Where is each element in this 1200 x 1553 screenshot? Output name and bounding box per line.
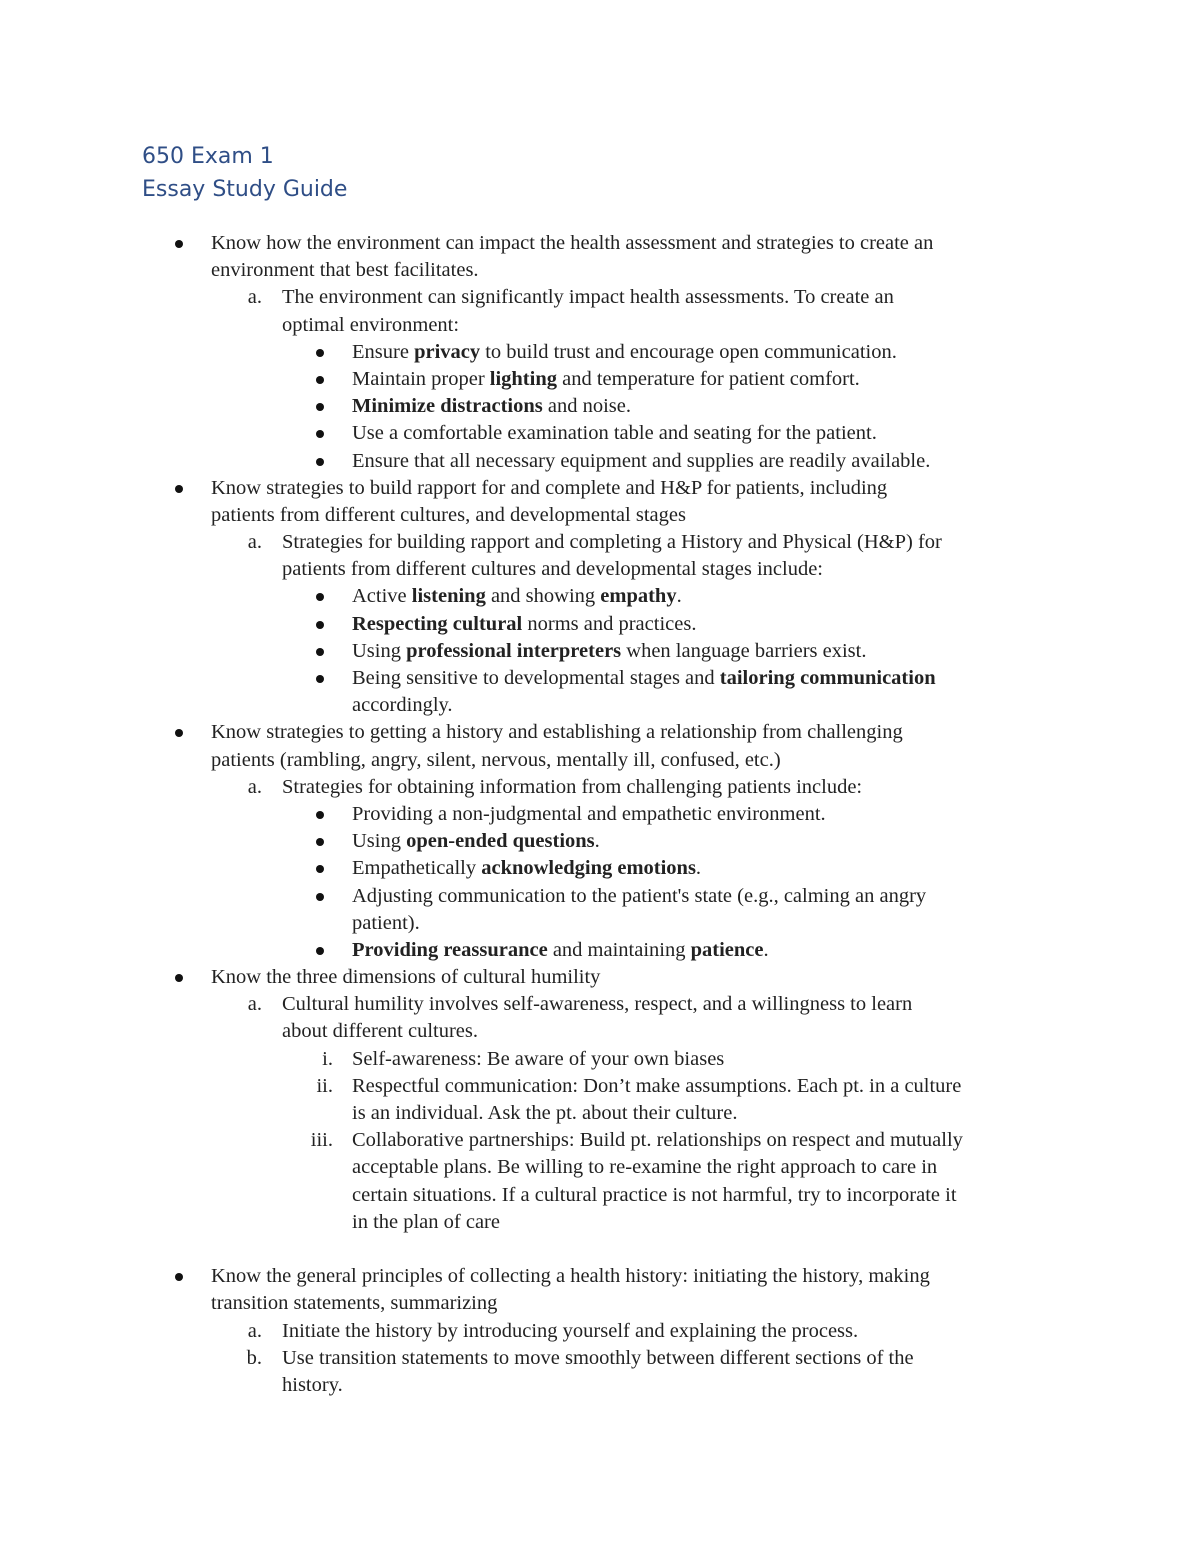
answer-text: Strategies for obtaining information from challenging patients include:: [282, 775, 863, 798]
sub-bullet-row: [0, 366, 1200, 393]
answer-row-continued: [0, 1372, 1200, 1399]
list-marker: b.: [246, 1346, 262, 1369]
sub-bullet-row: [0, 937, 1200, 964]
bullet-dot-icon: [316, 648, 324, 656]
topic-text: environment that best facilitates.: [211, 259, 479, 282]
topic-row-continued: [0, 1290, 1200, 1317]
sub-bullet-text: Respecting cultural norms and practices.: [352, 612, 697, 635]
list-marker: a.: [247, 993, 262, 1016]
sub-bullet-text: Providing reassurance and maintaining patience.: [352, 938, 769, 961]
bullet-dot-icon: [316, 376, 324, 384]
topic-text: Know strategies to build rapport for and complete and H&P for patients, including: [211, 476, 888, 499]
sub-bullet-row: [0, 801, 1200, 828]
topic-text: Know how the environment can impact the health assessment and strategies to create an: [211, 232, 934, 254]
roman-item-text: Collaborative partnerships: Build pt. relationships on respect and mutually: [352, 1129, 963, 1152]
topic-row-continued: [0, 502, 1200, 529]
study-guide-list: [0, 230, 1200, 1399]
roman-item-row-continued: [0, 1154, 1200, 1181]
sub-bullet-row: [0, 339, 1200, 366]
answer-text: Initiate the history by introducing yourself and explaining the process.: [282, 1319, 859, 1342]
answer-row-continued: [0, 1018, 1200, 1045]
roman-item-text: acceptable plans. Be willing to re-examine the right approach to care in: [352, 1156, 938, 1179]
answer-row-continued: [0, 556, 1200, 583]
sub-bullet-row: [0, 665, 1200, 692]
list-marker: i.: [322, 1047, 333, 1070]
answer-row: [0, 284, 1200, 311]
bullet-dot-icon: [316, 811, 324, 819]
answer-text: about different cultures.: [282, 1020, 479, 1043]
sub-bullet-text: Minimize distractions and noise.: [352, 395, 631, 418]
bullet-dot-icon: [175, 485, 183, 493]
roman-item-row-continued: [0, 1100, 1200, 1127]
answer-text: Strategies for building rapport and completing a History and Physical (H&P) for: [282, 531, 942, 554]
answer-row-continued: [0, 312, 1200, 339]
sub-bullet-text: Maintain proper lighting and temperature for patient comfort.: [352, 367, 860, 390]
list-marker: a.: [247, 775, 262, 798]
sub-bullet-text: Ensure that all necessary equipment and supplies are readily available.: [352, 449, 931, 472]
roman-item-text: is an individual. Ask the pt. about their culture.: [352, 1102, 738, 1124]
sub-bullet-row: [0, 448, 1200, 475]
sub-bullet-row-continued: [0, 910, 1200, 937]
sub-bullet-row-continued: [0, 692, 1200, 719]
answer-text: patients from different cultures and developmental stages include:: [282, 558, 823, 581]
answer-row: [0, 991, 1200, 1018]
roman-item-row: [0, 1073, 1200, 1100]
list-marker: ii.: [316, 1074, 333, 1097]
bullet-dot-icon: [316, 893, 324, 901]
list-marker: iii.: [310, 1129, 333, 1152]
sub-bullet-text: Empathetically acknowledging emotions.: [352, 857, 702, 880]
topic-text: Know the three dimensions of cultural humility: [211, 966, 601, 989]
answer-text: Use transition statements to move smoothly between different sections of the: [282, 1346, 914, 1369]
bullet-dot-icon: [316, 621, 324, 629]
bullet-dot-icon: [316, 430, 324, 438]
sub-bullet-row: [0, 883, 1200, 910]
sub-bullet-row: [0, 611, 1200, 638]
sub-bullet-row: [0, 393, 1200, 420]
topic-text: patients (rambling, angry, silent, nervous, mentally ill, confused, etc.): [211, 748, 781, 771]
answer-row: [0, 529, 1200, 556]
roman-item-text: Respectful communication: Don’t make assumptions. Each pt. in a culture: [352, 1074, 962, 1097]
bullet-dot-icon: [316, 838, 324, 846]
roman-item-row-continued: [0, 1182, 1200, 1209]
document-subtitle: Essay Study Guide: [142, 177, 348, 202]
sub-bullet-row: [0, 583, 1200, 610]
answer-text: history.: [282, 1373, 343, 1396]
sub-bullet-text: Being sensitive to developmental stages and tailoring communication: [352, 667, 936, 689]
sub-bullet-text: Active listening and showing empathy.: [352, 585, 682, 608]
roman-item-text: Self-awareness: Be aware of your own biases: [352, 1047, 725, 1070]
topic-text: patients from different cultures, and developmental stages: [211, 503, 686, 526]
sub-bullet-text: Using professional interpreters when language barriers exist.: [352, 639, 867, 662]
topic-text: Know strategies to getting a history and establishing a relationship from challenging: [211, 721, 903, 744]
roman-item-row: [0, 1046, 1200, 1073]
sub-bullet-text: patient).: [352, 911, 420, 934]
roman-item-text: in the plan of care: [352, 1210, 500, 1233]
topic-row: [0, 1263, 1200, 1290]
list-marker: a.: [247, 531, 262, 554]
answer-text: The environment can significantly impact health assessments. To create an: [282, 286, 894, 309]
answer-text: optimal environment:: [282, 313, 460, 336]
sub-bullet-row: [0, 855, 1200, 882]
bullet-dot-icon: [316, 947, 324, 955]
answer-row: [0, 1318, 1200, 1345]
sub-bullet-text: Ensure privacy to build trust and encourage open communication.: [352, 340, 897, 363]
topic-row: [0, 964, 1200, 991]
answer-text: Cultural humility involves self-awareness, respect, and a willingness to learn: [282, 993, 913, 1016]
blank-line: [0, 1236, 1200, 1263]
roman-item-row-continued: [0, 1209, 1200, 1236]
sub-bullet-text: accordingly.: [352, 694, 453, 717]
answer-row: [0, 1345, 1200, 1372]
sub-bullet-text: Providing a non-judgmental and empathetic environment.: [352, 802, 826, 825]
list-marker: a.: [247, 1319, 262, 1342]
bullet-dot-icon: [175, 974, 183, 982]
bullet-dot-icon: [316, 865, 324, 873]
bullet-dot-icon: [316, 675, 324, 683]
bullet-dot-icon: [316, 593, 324, 601]
sub-bullet-row: [0, 828, 1200, 855]
list-marker: a.: [247, 286, 262, 309]
bullet-dot-icon: [316, 403, 324, 411]
bullet-dot-icon: [316, 458, 324, 466]
document-title: 650 Exam 1: [142, 144, 274, 169]
topic-text: Know the general principles of collecting a health history: initiating the history, making: [211, 1265, 930, 1288]
sub-bullet-row: [0, 638, 1200, 665]
bullet-dot-icon: [175, 240, 183, 248]
sub-bullet-text: Using open-ended questions.: [352, 830, 600, 853]
topic-row-continued: [0, 257, 1200, 284]
roman-item-text: certain situations. If a cultural practice is not harmful, try to incorporate it: [352, 1183, 957, 1206]
topic-text: transition statements, summarizing: [211, 1292, 498, 1315]
bullet-dot-icon: [175, 729, 183, 737]
sub-bullet-text: Adjusting communication to the patient's state (e.g., calming an angry: [352, 884, 927, 907]
topic-row: [0, 230, 1200, 257]
sub-bullet-text: Use a comfortable examination table and seating for the patient.: [352, 422, 877, 445]
answer-row: [0, 774, 1200, 801]
bullet-dot-icon: [316, 349, 324, 357]
topic-row: [0, 475, 1200, 502]
topic-row: [0, 719, 1200, 746]
roman-item-row: [0, 1127, 1200, 1154]
sub-bullet-row: [0, 420, 1200, 447]
topic-row-continued: [0, 747, 1200, 774]
bullet-dot-icon: [175, 1273, 183, 1281]
